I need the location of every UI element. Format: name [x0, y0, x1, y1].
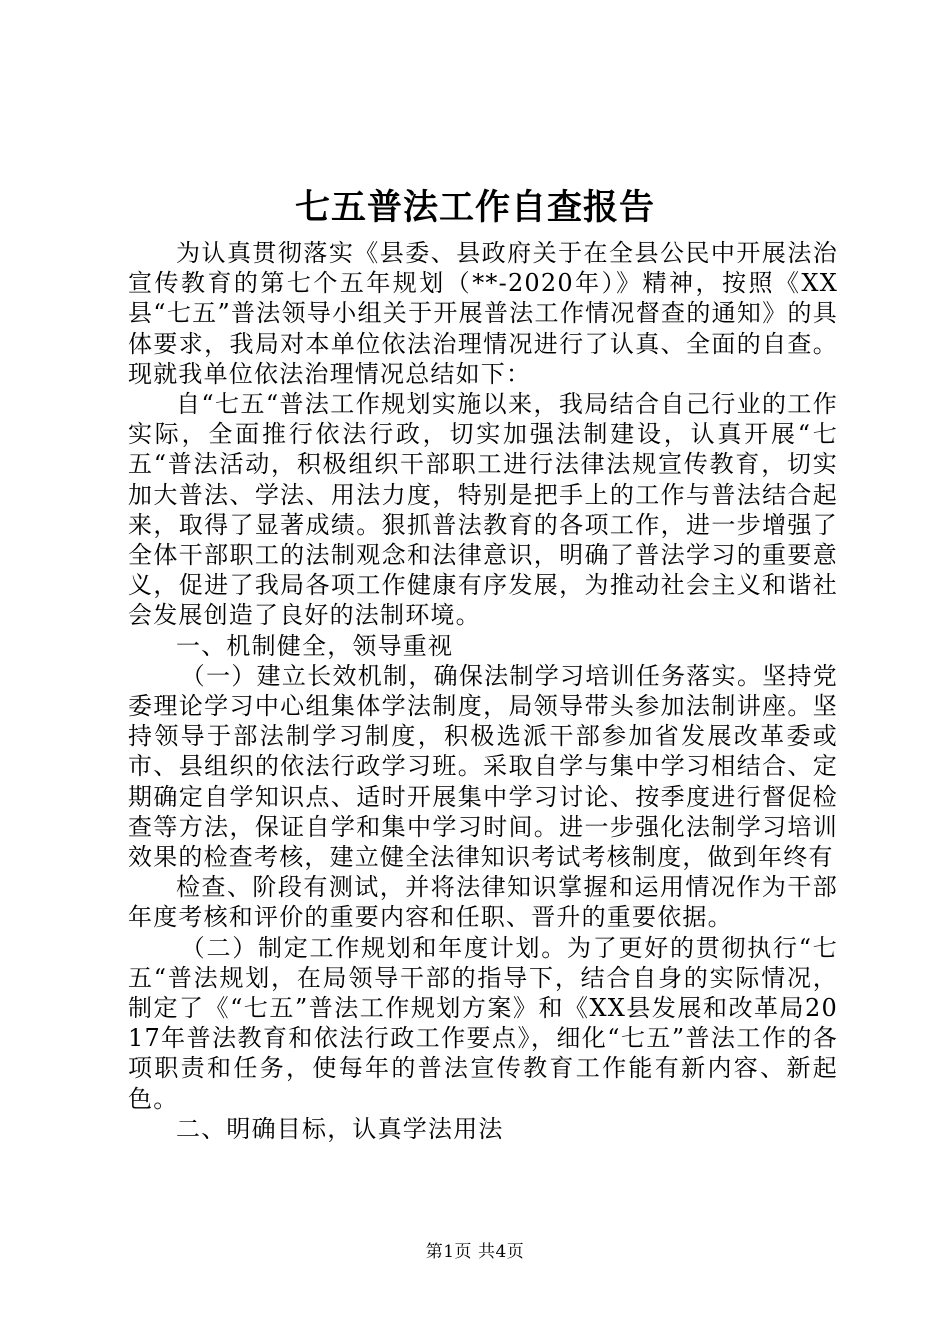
paragraph-overview: 自“七五“普法工作规划实施以来，我局结合自己行业的工作实际，全面推行依法行政，切实加强法制建设，认真开展“七五“普法活动，积极组织干部职工进行法律法规宣传教育，切实加大普法、学法、用法力度，特别是把手上的工作与普法结合起来，取得了显著成绩。狠抓普法教育的各项工作，进一步增强了全体干部职工的法制观念和法律意识，明确了普法学习的重要意义，促进了我局各项工作健康有序发展，为推动社会主义和谐社会发展创造了良好的法制环境。	[128, 390, 838, 630]
subsection-2-paragraph: （二）制定工作规划和年度计划。为了更好的贯彻执行“七五“普法规划，在局领导干部的指导下，结合自身的实际情况，制定了《“七五”普法工作规划方案》和《XX县发展和改革局2017年普法教育和依法行政工作要点》，细化“七五”普法工作的各项职责和任务，使每年的普法宣传教育工作能有新内容、新起色。	[128, 933, 838, 1113]
section-heading-1: 一、机制健全，领导重视	[176, 631, 454, 660]
document-body	[128, 238, 838, 1144]
subsection-1-continuation: 检查、阶段有测试，并将法律知识掌握和运用情况作为干部年度考核和评价的重要内容和任职、晋升的重要依据。	[128, 873, 838, 932]
document-title: 七五普法工作自查报告	[294, 187, 655, 228]
paragraph-intro: 为认真贯彻落实《县委、县政府关于在全县公民中开展法治宣传教育的第七个五年规划（**-2020年）》精神，按照《XX县“七五”普法领导小组关于开展普法工作情况督查的通知》的具体要求，我局对本单位依法治理情况进行了认真、全面的自查。现就我单位依法治理情况总结如下：	[128, 239, 838, 388]
page-number-footer: 第1页 共4页	[425, 1242, 525, 1262]
subsection-1-paragraph: （一）建立长效机制，确保法制学习培训任务落实。坚持党委理论学习中心组集体学法制度，局领导带头参加法制讲座。坚持领导于部法制学习制度，积极选派干部参加省发展改革委或市、县组织的依法行政学习班。采取自学与集中学习相结合、定期确定自学知识点、适时开展集中学习讨论、按季度进行督促检查等方法，保证自学和集中学习时间。进一步强化法制学习培训效果的检查考核，建立健全法律知识考试考核制度，做到年终有	[128, 661, 838, 872]
section-heading-2: 二、明确目标，认真学法用法	[176, 1114, 504, 1143]
